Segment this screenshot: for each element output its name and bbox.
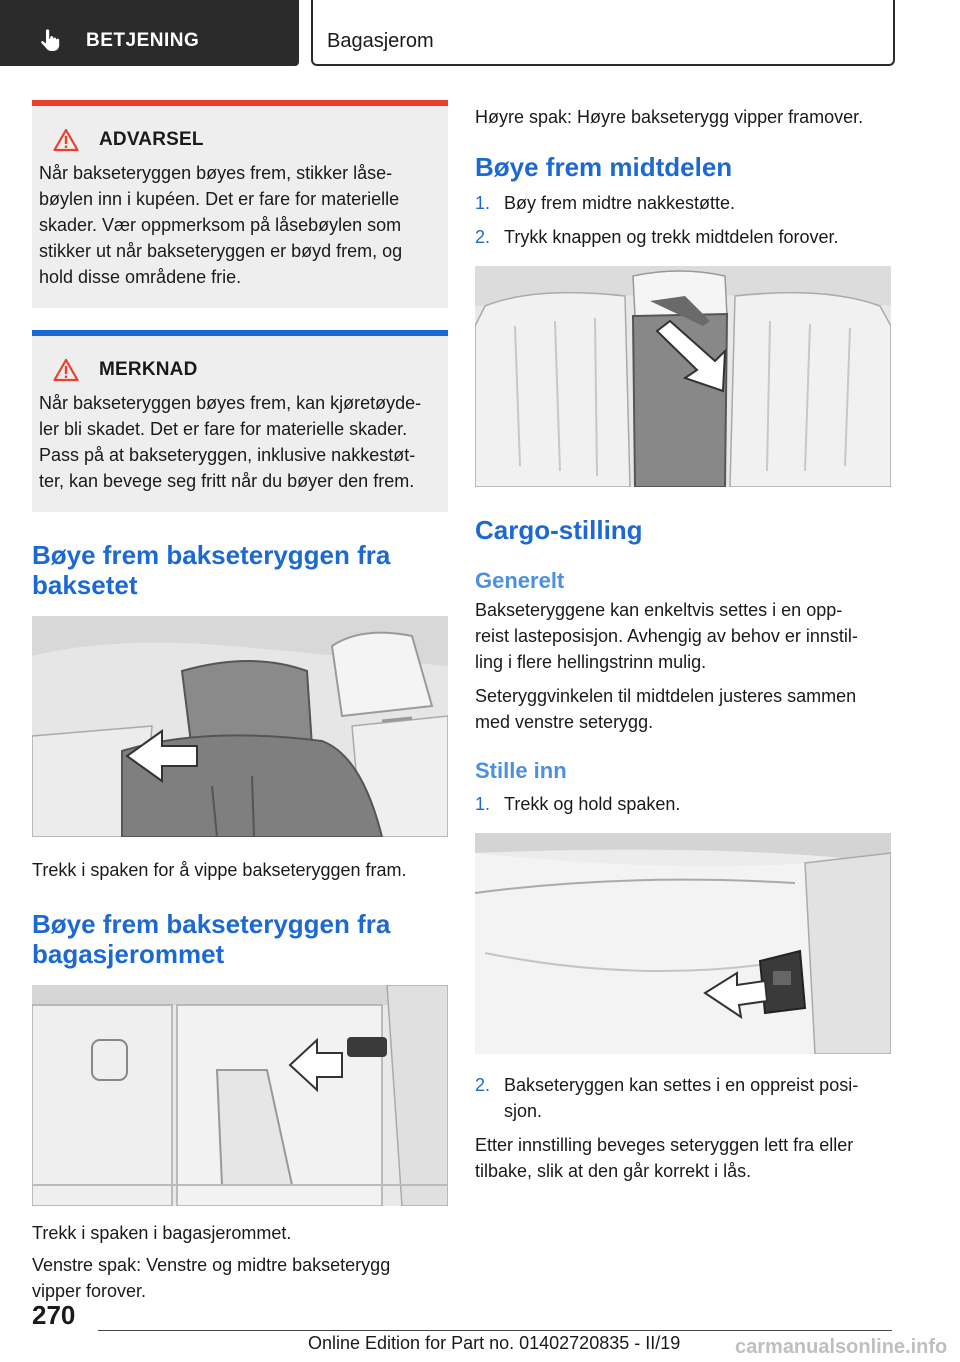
list-item: 2. Bakseteryggen kan settes i en oppreist posi- sjon. [475,1075,859,1121]
list-item: 2. Trykk knappen og trekk midtdelen forover. [475,227,839,247]
footer-edition: Online Edition for Part no. 01402720835 - II/19 [308,1333,681,1353]
header-section-tab [0,0,299,66]
note-text: Når bakseteryggen bøyes frem, kan kjøretøyde- ler bli skadet. Det er fare for materielle skader. Pass på at bakseteryggen, inklusive nakkestøt- ter, kan bevege seg fritt når du bøyer den frem. [39,393,422,491]
page-number: 270 [32,1300,76,1330]
hand-pointer-icon [38,28,62,52]
section-title-from-rear-seat: Bøye frem bakseteryggen fra baksetet [32,540,391,600]
caution-triangle-icon [53,358,79,382]
note-box [32,330,448,512]
watermark: carmanualsonline.info [735,1336,948,1358]
left-column [32,100,448,1304]
list-item: 1. Trekk og hold spaken. [475,794,681,814]
warning-box [32,100,448,308]
middle-steps-list [475,190,891,250]
caption-trunk: Trekk i spaken i bagasjerommet. [32,1223,292,1243]
footer-rule [98,1330,892,1331]
list-item: 1. Bøy frem midtre nakkestøtte. [475,193,736,213]
section-title-from-trunk: Bøye frem bakseteryggen fra bagasjerommet [32,909,391,969]
warning-triangle-icon [53,128,79,152]
note-heading: MERKNAD [99,359,198,380]
rear-seat-lever-illustration [32,616,448,837]
page-title: Bagasjerom [327,30,434,52]
caption-rear-seat: Trekk i spaken for å vippe bakseteryggen fram. [32,860,407,880]
setup-steps-list-2 [475,1072,891,1124]
general-paragraph-1: Bakseteryggene kan enkeltvis settes i en opp- reist lasteposisjon. Avhengig av behov er innstil- ling i flere hellingstrinn mulig. [475,600,858,672]
section-title-cargo: Cargo-stilling [475,515,643,545]
middle-section-illustration [475,266,891,487]
setup-paragraph: Etter innstilling beveges seteryggen lett fra eller tilbake, slik at den går korrekt i lås. [475,1135,854,1181]
setup-steps-list-1 [475,791,891,817]
subsection-title-general: Generelt [475,568,565,593]
warning-heading: ADVARSEL [99,129,204,150]
subsection-title-setup: Stille inn [475,758,567,783]
right-column [475,100,891,1184]
cargo-lever-illustration [475,833,891,1054]
warning-text: Når bakseteryggen bøyes frem, stikker låse- bøylen inn i kupéen. Det er fare for materielle skader. Vær oppmerksom på låsebøylen som stikker ut når bakseteryggen er bøyd frem, og hold disse områdene frie. [39,163,403,287]
trunk-lever-illustration [32,985,448,1206]
header-page-title-box [311,0,895,66]
general-paragraph-2: Seteryggvinkelen til midtdelen justeres sammen med venstre seterygg. [475,686,857,732]
section-title-middle: Bøye frem midtdelen [475,152,733,182]
right-lever-text: Høyre spak: Høyre bakseterygg vipper framover. [475,107,864,127]
section-label: BETJENING [86,30,200,51]
left-lever-text: Venstre spak: Venstre og midtre bakseterygg vipper forover. [32,1255,391,1301]
